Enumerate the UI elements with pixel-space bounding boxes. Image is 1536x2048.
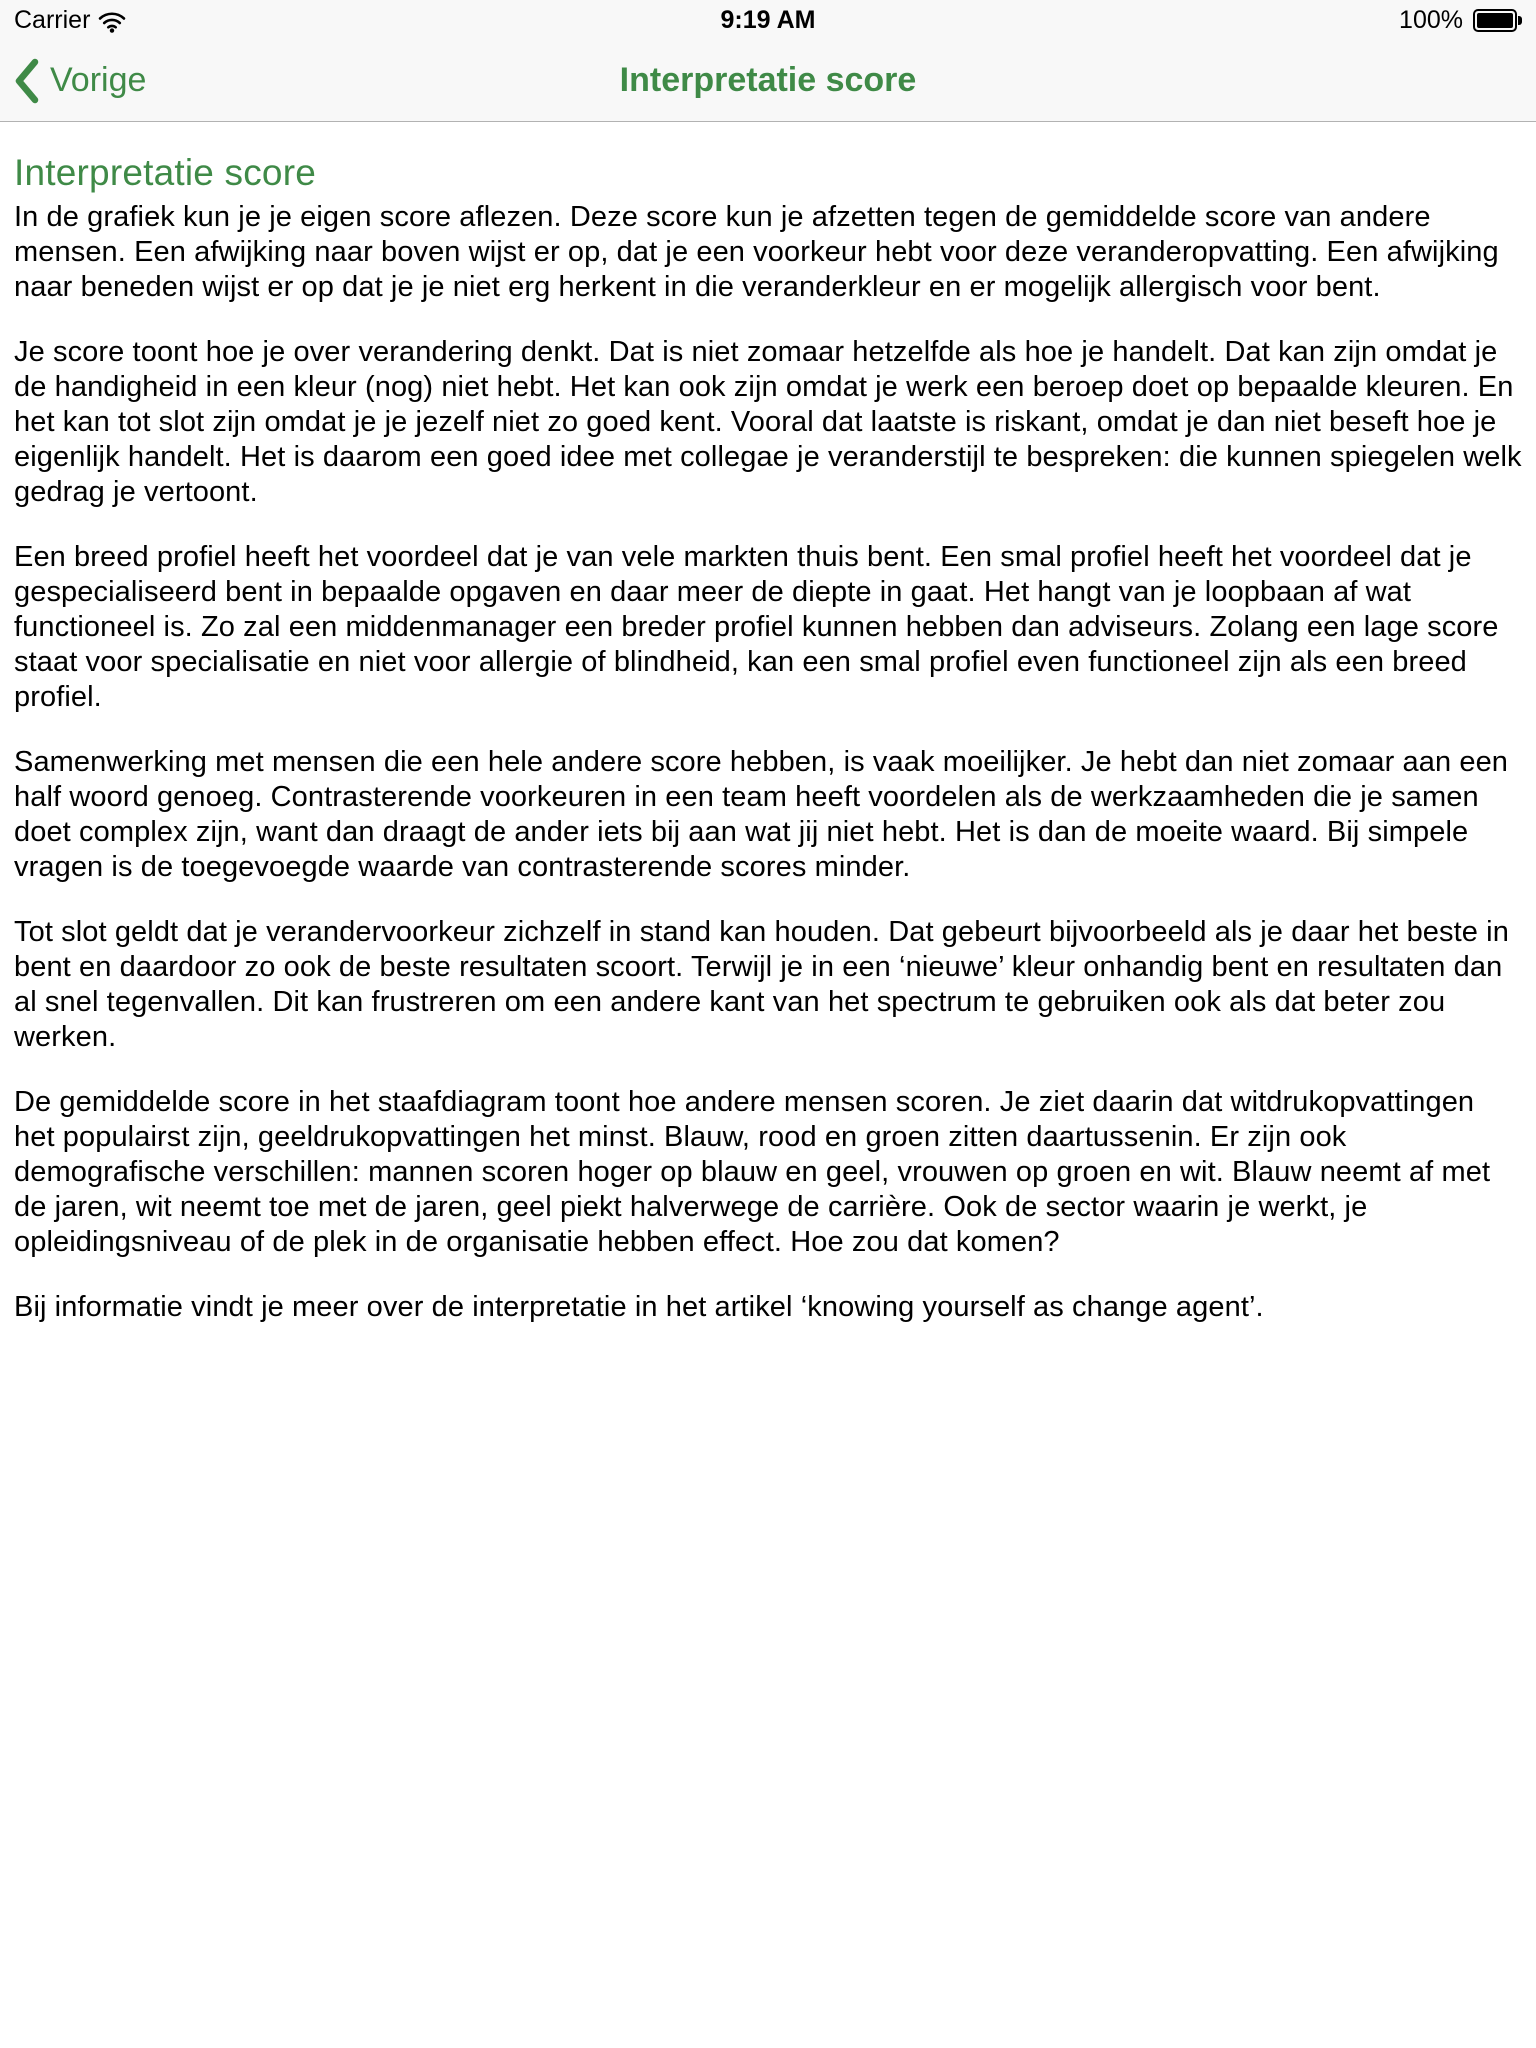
status-bar [0, 0, 1536, 40]
paragraph-average-scores: De gemiddelde score in het staafdiagram toont hoe andere mensen scoren. Je ziet daarin dat witdrukopvattingen het populairst zijn, geeldrukopvattingen het minst. Blauw, rood en groen zitten daartussenin. Er zijn ook demografische verschillen: mannen scoren hoger op blauw en geel, vrouwen op groen en wit. Blauw neemt af met de jaren, wit neemt toe met de jaren, geel piekt halverwege de carrière. Ook de sector waarin je werkt, je opleidingsniveau of de plek in de organisatie hebben effect. Hoe zou dat komen? [14, 1086, 1491, 1258]
content-area [0, 152, 1536, 1325]
carrier-label: Carrier [14, 5, 91, 34]
paragraph-score-vs-behaviour: Je score toont hoe je over verandering denkt. Dat is niet zomaar hetzelfde als hoe je handelt. Dat kan zijn omdat je de handigheid in een kleur (nog) niet hebt. Het kan ook zijn omdat je werk een beroep doet op bepaalde kleuren. En het kan tot slot zijn omdat je je jezelf niet zo goed kent. Vooral dat laatste is riskant, omdat je dan niet beseft hoe je eigenlijk handelt. Het is daarom een goed idee met collegae je veranderstijl te bespreken: die kunnen spiegelen welk gedrag je vertoont. [14, 336, 1522, 508]
paragraph-self-sustaining-preference: Tot slot geldt dat je verandervoorkeur zichzelf in stand kan houden. Dat gebeurt bijvoorbeeld als je daar het beste in bent en daardoor zo ook de beste resultaten scoort. Terwijl je in een ‘nieuwe’ kleur onhandig bent en resultaten dan al snel tegenvallen. Dit kan frustreren om een andere kant van het spectrum te gebruiken ook als dat beter zou werken. [14, 916, 1509, 1053]
paragraph-broad-vs-narrow-profile: Een breed profiel heeft het voordeel dat je van vele markten thuis bent. Een smal profiel heeft het voordeel dat je gespecialiseerd bent in bepaalde opgaven en daar meer de diepte in gaat. Het hangt van je loopbaan af wat functioneel is. Zo zal een middenmanager een breder profiel kunnen hebben dan adviseurs. Zolang een lage score staat voor specialisatie en niet voor allergie of blindheid, kan een smal profiel even functioneel zijn als een breed profiel. [14, 541, 1499, 713]
navigation-bar [0, 40, 1536, 122]
back-button-label: Vorige [50, 61, 147, 99]
paragraph-intro-graph: In de grafiek kun je je eigen score aflezen. Deze score kun je afzetten tegen de gemiddelde score van andere mensen. Een afwijking naar boven wijst er op, dat je een voorkeur hebt voor deze veranderopvatting. Een afwijking naar beneden wijst er op dat je je niet erg herkent in die veranderkleur en er mogelijk allergisch voor bent. [14, 201, 1499, 303]
page-title: Interpretatie score [619, 61, 917, 99]
paragraph-collaboration: Samenwerking met mensen die een hele andere score hebben, is vaak moeilijker. Je hebt dan niet zomaar aan een half woord genoeg. Contrasterende voorkeuren in een team heeft voordelen als de werkzaamheden die je samen doet complex zijn, want dan draagt de ander iets bij aan wat jij niet hebt. Het is dan de moeite waard. Bij simpele vragen is de toegevoegde waarde van contrasterende scores minder. [14, 746, 1509, 883]
paragraph-more-information: Bij informatie vindt je meer over de interpretatie in het artikel ‘knowing yourself as change agent’. [14, 1291, 1264, 1323]
battery-percent-label: 100% [1399, 5, 1463, 34]
status-clock: 9:19 AM [720, 5, 816, 34]
content-heading: Interpretatie score [14, 152, 317, 193]
